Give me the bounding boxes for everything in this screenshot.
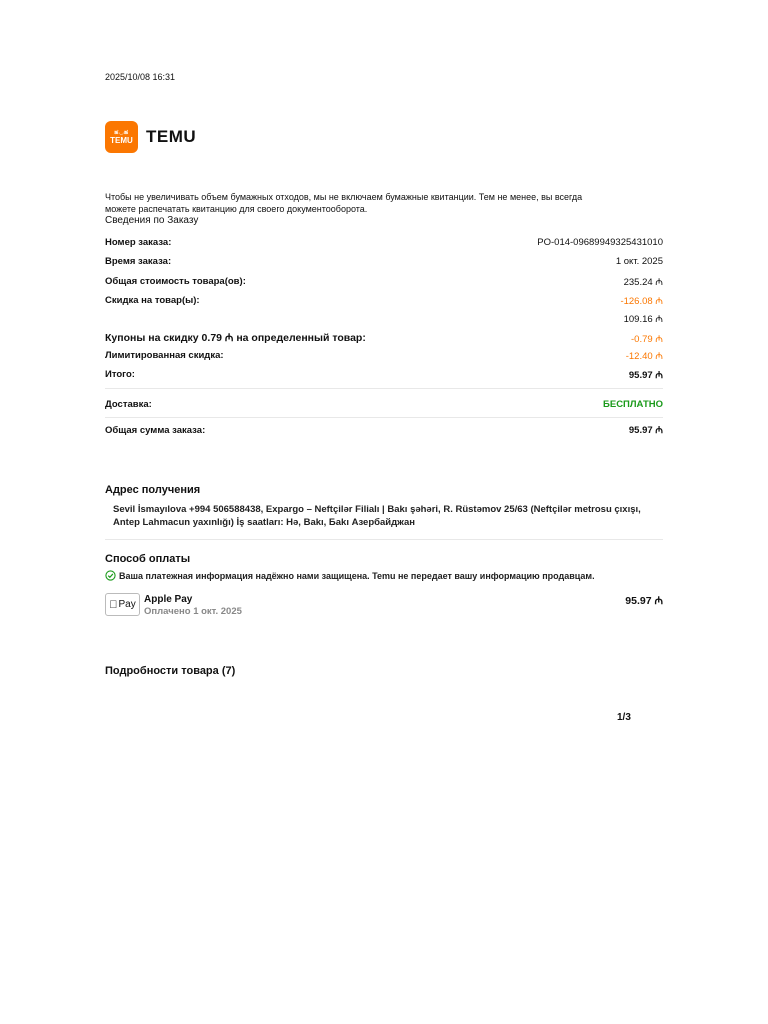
order-number-value: PO-014-09689949325431010 [537, 237, 663, 248]
items-total-value: 235.24 ₼ [623, 277, 663, 288]
limited-discount-value: -12.40 ₼ [625, 351, 663, 362]
grand-total-label: Общая сумма заказа: [105, 425, 206, 436]
grand-total-row [105, 424, 663, 440]
apple-logo-icon [109, 599, 117, 611]
order-number-label: Номер заказа: [105, 237, 172, 248]
grand-total-value: 95.97 ₼ [628, 425, 663, 436]
logo-wordmark: TEMU [146, 127, 197, 146]
brand-logo [105, 121, 196, 153]
discount-value: -126.08 ₼ [620, 296, 663, 307]
payment-amount: 95.97 ₼ [625, 595, 663, 607]
logo-mini-mark: ಹ◡ಹ [114, 129, 129, 136]
items-total-row [105, 275, 663, 288]
coupon-value: -0.79 ₼ [631, 333, 663, 345]
order-section-title: Сведения по Заказу [105, 215, 199, 226]
payment-date: Оплачено 1 окт. 2025 [144, 606, 242, 617]
delivery-label: Доставка: [105, 399, 152, 410]
discount-label: Скидка на товар(ы): [105, 295, 200, 306]
payment-method-row [105, 593, 663, 623]
subtotal-value: 95.97 ₼ [628, 370, 663, 381]
divider [105, 539, 663, 540]
temu-logo-icon [105, 121, 138, 153]
paper-notice: Чтобы не увеличивать объем бумажных отходов, мы не включаем бумажные квитанции. Тем не менее, вы всегда можете распечатать квитанцию для своего документооборота. [105, 192, 583, 214]
limited-discount-label: Лимитированная скидка: [105, 350, 224, 361]
apple-pay-badge-text: Pay [114, 599, 132, 610]
apple-pay-icon [105, 593, 140, 616]
items-total-label: Общая стоимость товара(ов): [105, 276, 246, 287]
discount-row [105, 294, 663, 307]
print-timestamp: 2025/10/08 16:31 [105, 72, 176, 82]
shield-check-icon [105, 570, 116, 581]
subtotal-label: Итого: [105, 369, 135, 380]
secure-note-text: Ваша платежная информация надёжно нами защищена. Temu не передает вашу информацию продавцам. [119, 570, 595, 581]
items-title: Подробности товара (7) [105, 665, 236, 677]
delivery-value: БЕСПЛАТНО [603, 399, 663, 410]
coupon-row [105, 331, 663, 345]
payment-title: Способ оплаты [105, 553, 191, 565]
secure-note [105, 570, 595, 581]
divider [105, 417, 663, 418]
page-number: 1/3 [617, 712, 631, 723]
limited-discount-row [105, 349, 663, 362]
delivery-row [105, 399, 663, 410]
order-time-row [105, 256, 663, 267]
coupon-label: Купоны на скидку 0.79 ₼ на определенный товар: [105, 332, 366, 344]
order-time-label: Время заказа: [105, 256, 172, 267]
payment-method-name: Apple Pay [144, 594, 193, 605]
subtotal-row [105, 368, 663, 381]
address-text: Sevil İsmayılova +994 506588438, Expargo – Neftçilər Filialı | Bakı şəhəri, R. Rüstəmov 25/63 (Neftçilər metrosu çıxışı, Antep Lahmacun yaxınlığı) İş saatları: Hə, Bakı, Баkı Азербайджан [113, 504, 641, 528]
address-title: Адрес получения [105, 484, 201, 496]
after-discount-row [105, 312, 663, 325]
after-discount-value: 109.16 ₼ [623, 314, 663, 325]
order-time-value: 1 окт. 2025 [615, 256, 663, 267]
logo-box-word: TEMU [110, 135, 133, 145]
divider [105, 388, 663, 389]
order-number-row [105, 237, 663, 248]
